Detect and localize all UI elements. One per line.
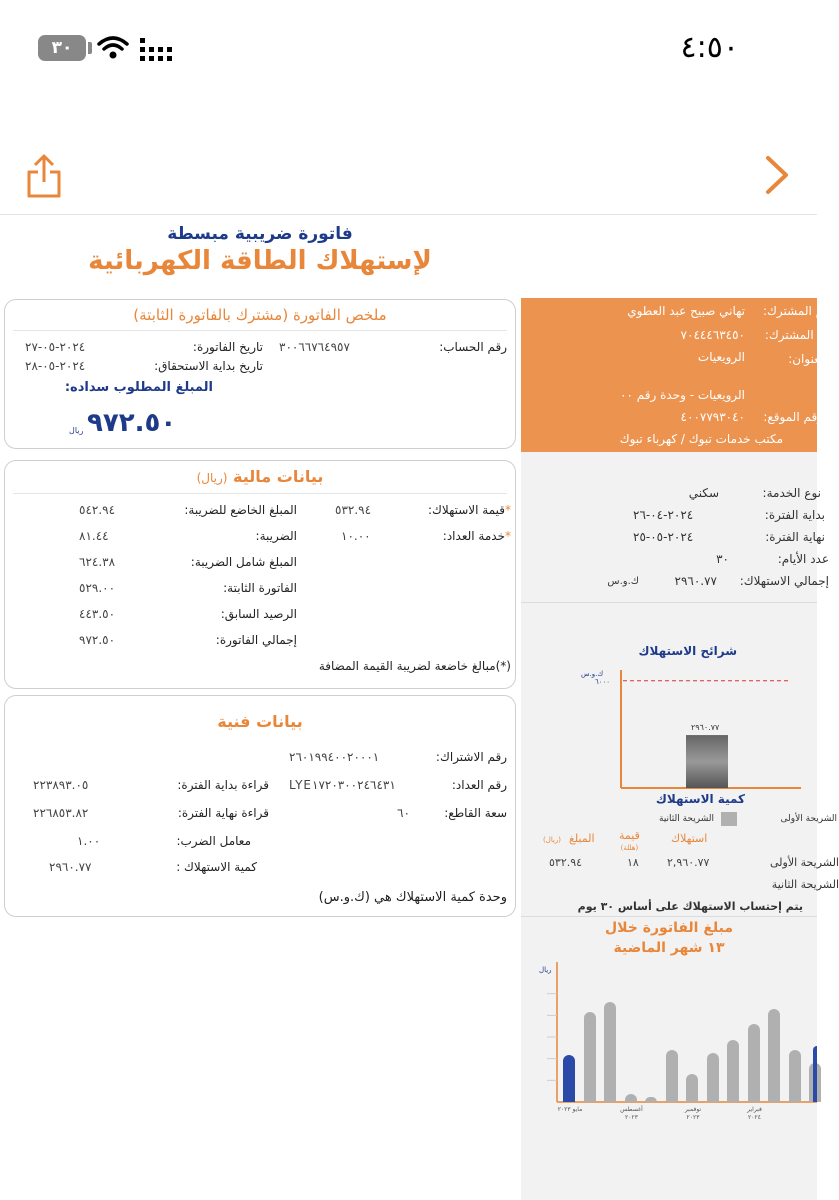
col-value-sub: (هللة) bbox=[620, 844, 639, 852]
history-tick-label: أغسطس ٢٠٢٣ bbox=[620, 1106, 643, 1121]
total-consumption: ٢٩٦٠.٧٧ bbox=[674, 574, 717, 588]
summary-box bbox=[4, 299, 516, 449]
taxable-label: المبلغ الخاضع للضريبة: bbox=[184, 503, 297, 517]
quantity-label: كمية الاستهلاك : bbox=[176, 860, 257, 874]
meter-no-value: LYE١٧٢٠٣٠٠٢٤٦٤٣١ bbox=[289, 778, 396, 792]
address-label: العنوان: bbox=[788, 352, 827, 366]
amount-value: ٩٧٢.٥٠ bbox=[87, 408, 177, 438]
fixed-bill-label: الفاتورة الثابتة: bbox=[223, 581, 297, 595]
tiers-xlabel: كمية الاستهلاك bbox=[655, 792, 745, 806]
tax-star: * bbox=[505, 503, 511, 517]
legend-first: الشريحة الأولى bbox=[780, 814, 837, 824]
tiers-axis-unit: ك.و.س bbox=[581, 670, 604, 678]
history-tick-label: مايو ٢٠٢٣ bbox=[557, 1106, 583, 1113]
summary-heading: ملخص الفاتورة (مشترك بالفاتورة الثابتة) bbox=[133, 306, 387, 324]
history-tick-label: نوفمبر ٢٠٢٣ bbox=[684, 1106, 702, 1121]
tiers-bar bbox=[686, 735, 728, 788]
meter-service-value: ١٠.٠٠ bbox=[341, 529, 371, 543]
prev-balance-label: الرصيد السابق: bbox=[220, 607, 297, 621]
cellular-icon bbox=[140, 38, 176, 62]
amount-currency: ريال bbox=[69, 426, 84, 435]
history-y-unit: ريال bbox=[539, 966, 552, 974]
row2-label: الشريحة الثانية bbox=[771, 878, 839, 891]
multiplier-value: ١.٠٠ bbox=[77, 834, 101, 848]
total-label: إجمالي الفاتورة: bbox=[215, 633, 297, 647]
multiplier-label: معامل الضرب: bbox=[176, 834, 251, 848]
status-bar bbox=[0, 0, 817, 90]
financial-divider bbox=[13, 493, 507, 494]
breaker-label: سعة القاطع: bbox=[444, 806, 507, 820]
row1-rate: ١٨ bbox=[627, 856, 639, 869]
days-value: ٣٠ bbox=[716, 552, 729, 566]
wifi-icon bbox=[97, 36, 129, 60]
start-reading-value: ٢٢٣٨٩٣.٠٥ bbox=[33, 778, 89, 792]
due-start-value: ٢٠٢٤-٠٥-٢٨ bbox=[25, 359, 86, 373]
consumption-value-label-text: قيمة الاستهلاك: bbox=[427, 503, 505, 517]
tax-star: * bbox=[505, 529, 511, 543]
period-start: ٢٠٢٤-٠٤-٢٦ bbox=[633, 508, 694, 522]
service-type: سكني bbox=[688, 486, 719, 500]
row1-label: الشريحة الأولى bbox=[769, 856, 839, 869]
tax-value: ٨١.٤٤ bbox=[79, 529, 109, 543]
col-amount-sub: (ريال) bbox=[543, 836, 562, 844]
consumption-unit: ك.و.س bbox=[607, 576, 639, 587]
financial-heading bbox=[5, 467, 515, 486]
breaker-value: ٦٠ bbox=[397, 806, 410, 820]
history-title-line1: مبلغ الفاتورة خلال bbox=[604, 920, 734, 936]
bill-date-value: ٢٠٢٤-٠٥-٢٧ bbox=[25, 340, 86, 354]
chevron-right-icon[interactable] bbox=[762, 154, 792, 196]
tiers-limit-label: ٦٠٠٠ bbox=[595, 678, 611, 686]
history-xlabels bbox=[521, 952, 817, 1200]
subscription-value: ٢٦٠١٩٩٤٠٠٢٠٠٠١ bbox=[289, 750, 380, 764]
toolbar bbox=[0, 130, 817, 215]
toolbar-divider bbox=[0, 214, 817, 215]
summary-divider bbox=[13, 330, 507, 331]
fixed-bill-value: ٥٢٩.٠٠ bbox=[79, 581, 116, 595]
amount-label: المبلغ المطلوب سداده: bbox=[64, 380, 213, 395]
row1-amount: ٥٣٢.٩٤ bbox=[549, 856, 583, 869]
taxable-value: ٥٤٢.٩٤ bbox=[79, 503, 116, 517]
tiers-heading: شرائح الاستهلاك bbox=[638, 644, 737, 658]
period-start-label: بداية الفترة: bbox=[764, 508, 825, 522]
vat-note: (*)مبالغ خاضعة لضريبة القيمة المضافة bbox=[318, 659, 511, 673]
technical-box bbox=[4, 695, 516, 917]
subscriber-number: ٧٠٤٤٤٦٣٤٥٠ bbox=[680, 328, 745, 342]
tiers-bar-label: ٢٩٦٠.٧٧ bbox=[691, 723, 720, 733]
start-reading-label: قراءة بداية الفترة: bbox=[177, 778, 269, 792]
incl-tax-value: ٦٢٤.٣٨ bbox=[79, 555, 116, 569]
financial-heading-text: بيانات مالية bbox=[233, 467, 324, 486]
due-start-label: تاريخ بداية الاستحقاق: bbox=[154, 359, 263, 373]
col-value bbox=[619, 830, 640, 854]
history-title-line2: ١٣ شهر الماضية bbox=[613, 940, 725, 956]
share-icon[interactable] bbox=[26, 152, 62, 200]
period-end-label: نهاية الفترة: bbox=[765, 530, 825, 544]
end-reading-label: قراءة نهاية الفترة: bbox=[177, 806, 269, 820]
tiers-divider bbox=[521, 916, 817, 917]
site-label: رقم الموقع: bbox=[763, 410, 823, 424]
incl-tax-label: المبلغ شامل الضريبة: bbox=[190, 555, 297, 569]
service-panel bbox=[521, 452, 839, 1200]
legend-second: الشريحة الثانية bbox=[659, 814, 714, 824]
col-consumption: استهلاك bbox=[671, 832, 708, 845]
clock: ٤:٥٠ bbox=[680, 30, 739, 65]
account-label: رقم الحساب: bbox=[439, 340, 507, 354]
financial-box bbox=[4, 460, 516, 689]
period-end: ٢٠٢٤-٠٥-٢٥ bbox=[633, 530, 694, 544]
doc-title-line2: لإستهلاك الطاقة الكهربائية bbox=[88, 246, 432, 276]
address-line2: الرويعيات - وحدة رقم ٠٠ bbox=[620, 388, 745, 402]
total-consumption-label: إجمالي الاستهلاك: bbox=[739, 574, 829, 588]
subscriber-name: تهاني صبيح عبد العطوي bbox=[627, 304, 745, 318]
technical-heading: بيانات فنية bbox=[217, 712, 303, 731]
history-tick-label: فبراير ٢٠٢٤ bbox=[747, 1106, 762, 1121]
tax-label: الضريبة: bbox=[255, 529, 297, 543]
subscriber-number-label: رقم المشترك: bbox=[764, 328, 837, 342]
subscriber-panel bbox=[521, 298, 837, 452]
service-type-label: نوع الخدمة: bbox=[762, 486, 821, 500]
address-line1: الرويعيات bbox=[697, 350, 745, 364]
site-number: ٤٠٠٧٧٩٣٠٤٠ bbox=[680, 410, 745, 424]
row1-consumption: ٢,٩٦٠.٧٧ bbox=[667, 856, 710, 869]
account-value: ٣٠٠٦٦٧٦٤٩٥٧ bbox=[279, 340, 350, 354]
battery-indicator: ٣٠ bbox=[38, 35, 86, 61]
legend-second-swatch bbox=[721, 812, 737, 826]
service-office: مكتب خدمات تبوك / كهرباء تبوك bbox=[619, 432, 783, 446]
consumption-value-label bbox=[428, 503, 511, 517]
end-reading-value: ٢٢٦٨٥٣.٨٢ bbox=[33, 806, 89, 820]
meter-service-label bbox=[443, 529, 511, 543]
battery-cap bbox=[88, 42, 92, 54]
tiers-note: يتم إحتساب الاستهلاك على أساس ٣٠ يوم bbox=[577, 900, 803, 913]
unit-note: وحدة كمية الاستهلاك هي (ك.و.س) bbox=[318, 890, 507, 905]
total-value: ٩٧٢.٥٠ bbox=[79, 633, 116, 647]
meter-service-label-text: خدمة العداد: bbox=[442, 529, 505, 543]
days-label: عدد الأيام: bbox=[777, 552, 829, 566]
quantity-value: ٢٩٦٠.٧٧ bbox=[49, 860, 92, 874]
financial-heading-unit: (ريال) bbox=[196, 471, 228, 485]
service-divider bbox=[521, 602, 817, 603]
prev-balance-value: ٤٤٣.٥٠ bbox=[79, 607, 116, 621]
col-value-text: قيمة bbox=[619, 829, 640, 842]
subscriber-name-label: اسم المشترك: bbox=[763, 304, 837, 318]
meter-no-label: رقم العداد: bbox=[451, 778, 507, 792]
bill-date-label: تاريخ الفاتورة: bbox=[192, 340, 263, 354]
doc-title-line1: فاتورة ضريبية مبسطة bbox=[167, 224, 353, 244]
col-amount: المبلغ bbox=[569, 832, 595, 845]
subscription-label: رقم الاشتراك: bbox=[435, 750, 507, 764]
consumption-value: ٥٣٢.٩٤ bbox=[335, 503, 372, 517]
